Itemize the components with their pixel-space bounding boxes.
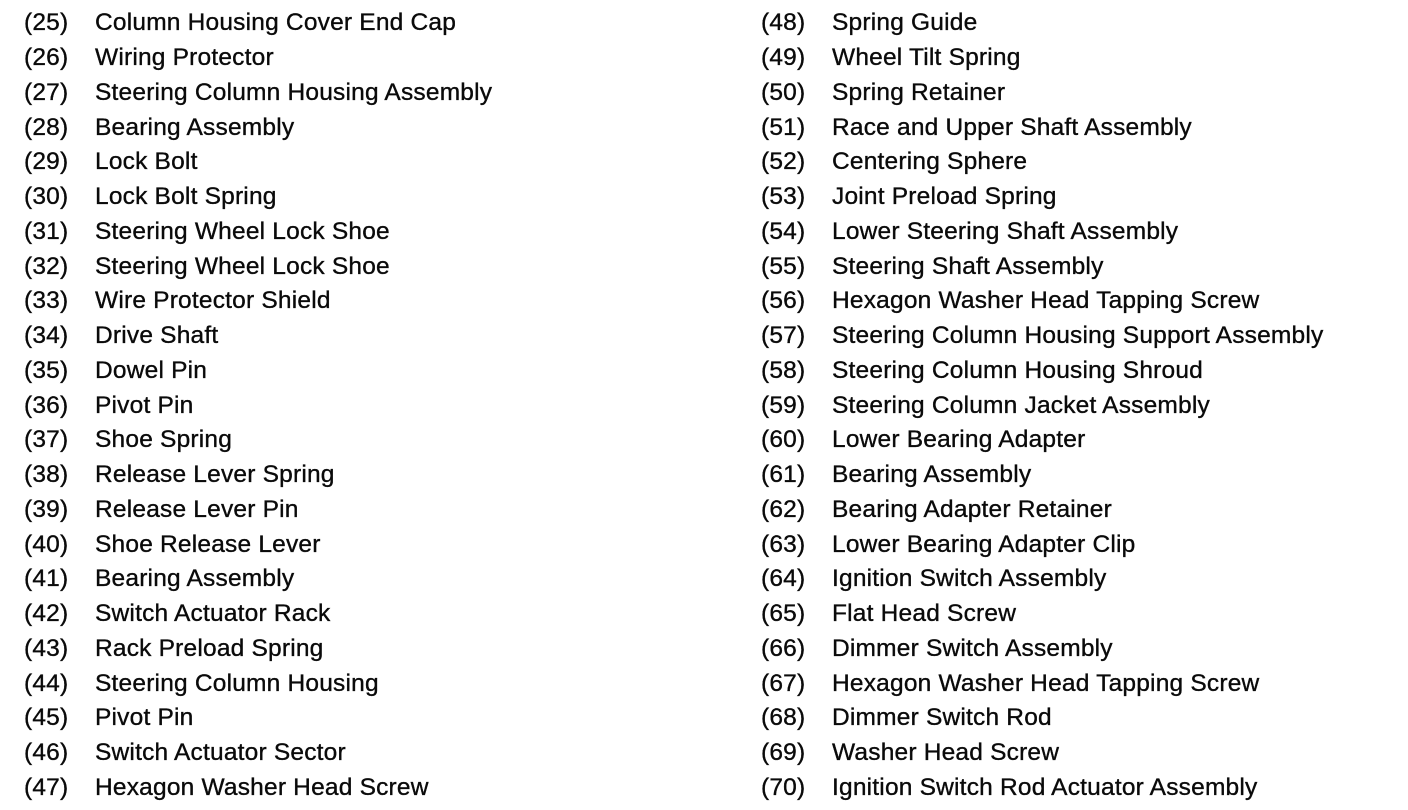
part-name: Steering Column Jacket Assembly bbox=[832, 391, 1210, 419]
part-name: Steering Column Housing Assembly bbox=[95, 78, 493, 106]
part-number: (65) bbox=[761, 600, 806, 628]
part-name: Steering Column Housing Support Assembly bbox=[832, 322, 1324, 350]
part-number: (45) bbox=[24, 704, 69, 732]
part-number: (70) bbox=[761, 773, 806, 801]
part-name: Rack Preload Spring bbox=[95, 634, 324, 662]
part-entry bbox=[24, 319, 492, 354]
part-name: Flat Head Screw bbox=[832, 600, 1017, 628]
part-number: (57) bbox=[761, 322, 806, 350]
part-name: Ignition Switch Rod Actuator Assembly bbox=[832, 773, 1258, 801]
part-name: Wheel Tilt Spring bbox=[832, 44, 1021, 72]
part-entry bbox=[761, 493, 1323, 528]
part-name: Steering Wheel Lock Shoe bbox=[95, 217, 390, 245]
part-entry bbox=[24, 562, 492, 597]
part-name: Ignition Switch Assembly bbox=[832, 565, 1107, 593]
part-number: (59) bbox=[761, 391, 806, 419]
part-entry bbox=[761, 6, 1323, 41]
part-entry bbox=[24, 597, 492, 632]
part-name: Spring Retainer bbox=[832, 78, 1006, 106]
part-entry bbox=[24, 180, 492, 215]
part-number: (68) bbox=[761, 704, 806, 732]
part-entry bbox=[24, 701, 492, 736]
part-entry bbox=[24, 666, 492, 701]
part-number: (33) bbox=[24, 287, 69, 315]
part-number: (63) bbox=[761, 530, 806, 558]
part-number: (34) bbox=[24, 322, 69, 350]
part-number: (54) bbox=[761, 217, 806, 245]
part-entry bbox=[761, 666, 1323, 701]
part-name: Steering Wheel Lock Shoe bbox=[95, 252, 390, 280]
part-entry bbox=[761, 527, 1323, 562]
part-number: (36) bbox=[24, 391, 69, 419]
part-number: (40) bbox=[24, 530, 69, 558]
part-number: (37) bbox=[24, 426, 69, 454]
part-entry bbox=[761, 319, 1323, 354]
part-entry bbox=[24, 736, 492, 771]
part-entry bbox=[24, 249, 492, 284]
part-entry bbox=[761, 736, 1323, 771]
part-number: (56) bbox=[761, 287, 806, 315]
part-number: (32) bbox=[24, 252, 69, 280]
part-entry bbox=[24, 423, 492, 458]
part-name: Lower Bearing Adapter Clip bbox=[832, 530, 1136, 558]
part-number: (25) bbox=[24, 9, 69, 37]
part-name: Lock Bolt bbox=[95, 148, 198, 176]
part-number: (51) bbox=[761, 113, 806, 141]
part-entry bbox=[24, 76, 492, 111]
part-entry bbox=[24, 458, 492, 493]
part-entry bbox=[24, 527, 492, 562]
part-number: (55) bbox=[761, 252, 806, 280]
part-entry bbox=[761, 180, 1323, 215]
part-name: Wiring Protector bbox=[95, 44, 274, 72]
part-name: Dowel Pin bbox=[95, 356, 208, 384]
part-name: Lower Bearing Adapter bbox=[832, 426, 1086, 454]
part-entry bbox=[24, 354, 492, 389]
part-entry bbox=[24, 632, 492, 667]
part-number: (52) bbox=[761, 148, 806, 176]
part-entry bbox=[761, 632, 1323, 667]
part-name: Shoe Spring bbox=[95, 426, 233, 454]
part-entry bbox=[761, 771, 1323, 806]
part-number: (61) bbox=[761, 461, 806, 489]
part-name: Steering Column Housing bbox=[95, 669, 379, 697]
part-name: Bearing Assembly bbox=[95, 113, 295, 141]
part-name: Steering Column Housing Shroud bbox=[832, 356, 1203, 384]
part-number: (49) bbox=[761, 44, 806, 72]
part-name: Bearing Assembly bbox=[95, 565, 295, 593]
part-name: Bearing Assembly bbox=[832, 461, 1032, 489]
part-name: Pivot Pin bbox=[95, 704, 194, 732]
parts-list-left bbox=[24, 6, 492, 805]
part-name: Lock Bolt Spring bbox=[95, 183, 277, 211]
part-name: Hexagon Washer Head Screw bbox=[95, 773, 429, 801]
part-number: (69) bbox=[761, 739, 806, 767]
part-number: (39) bbox=[24, 495, 69, 523]
part-name: Switch Actuator Sector bbox=[95, 739, 346, 767]
part-entry bbox=[24, 771, 492, 806]
part-number: (46) bbox=[24, 739, 69, 767]
part-entry bbox=[761, 249, 1323, 284]
part-number: (62) bbox=[761, 495, 806, 523]
part-entry bbox=[24, 6, 492, 41]
part-name: Dimmer Switch Rod bbox=[832, 704, 1052, 732]
part-entry bbox=[761, 597, 1323, 632]
part-number: (66) bbox=[761, 634, 806, 662]
part-entry bbox=[761, 458, 1323, 493]
part-number: (35) bbox=[24, 356, 69, 384]
part-name: Release Lever Pin bbox=[95, 495, 299, 523]
part-entry bbox=[761, 423, 1323, 458]
part-entry bbox=[761, 388, 1323, 423]
part-entry bbox=[761, 701, 1323, 736]
part-number: (43) bbox=[24, 634, 69, 662]
part-name: Centering Sphere bbox=[832, 148, 1028, 176]
part-name: Shoe Release Lever bbox=[95, 530, 321, 558]
part-entry bbox=[761, 76, 1323, 111]
part-entry bbox=[761, 215, 1323, 250]
part-name: Dimmer Switch Assembly bbox=[832, 634, 1113, 662]
part-number: (67) bbox=[761, 669, 806, 697]
part-entry bbox=[24, 493, 492, 528]
parts-list-right bbox=[761, 6, 1323, 805]
part-number: (42) bbox=[24, 600, 69, 628]
part-name: Pivot Pin bbox=[95, 391, 194, 419]
part-number: (53) bbox=[761, 183, 806, 211]
part-name: Switch Actuator Rack bbox=[95, 600, 331, 628]
part-number: (38) bbox=[24, 461, 69, 489]
part-entry bbox=[761, 41, 1323, 76]
part-entry bbox=[24, 41, 492, 76]
part-entry bbox=[761, 110, 1323, 145]
part-name: Steering Shaft Assembly bbox=[832, 252, 1104, 280]
part-number: (41) bbox=[24, 565, 69, 593]
part-name: Spring Guide bbox=[832, 9, 978, 37]
part-entry bbox=[761, 354, 1323, 389]
part-name: Race and Upper Shaft Assembly bbox=[832, 113, 1192, 141]
part-name: Hexagon Washer Head Tapping Screw bbox=[832, 669, 1260, 697]
part-number: (48) bbox=[761, 9, 806, 37]
part-number: (64) bbox=[761, 565, 806, 593]
part-name: Lower Steering Shaft Assembly bbox=[832, 217, 1179, 245]
part-entry bbox=[761, 145, 1323, 180]
part-name: Washer Head Screw bbox=[832, 739, 1060, 767]
part-entry bbox=[761, 562, 1323, 597]
part-entry bbox=[761, 284, 1323, 319]
part-name: Joint Preload Spring bbox=[832, 183, 1057, 211]
part-number: (50) bbox=[761, 78, 806, 106]
part-entry bbox=[24, 110, 492, 145]
part-number: (31) bbox=[24, 217, 69, 245]
part-number: (29) bbox=[24, 148, 69, 176]
part-entry bbox=[24, 215, 492, 250]
part-name: Release Lever Spring bbox=[95, 461, 335, 489]
part-entry bbox=[24, 388, 492, 423]
part-name: Wire Protector Shield bbox=[95, 287, 331, 315]
part-number: (28) bbox=[24, 113, 69, 141]
part-name: Bearing Adapter Retainer bbox=[832, 495, 1112, 523]
part-entry bbox=[24, 284, 492, 319]
part-number: (60) bbox=[761, 426, 806, 454]
part-number: (47) bbox=[24, 773, 69, 801]
part-number: (27) bbox=[24, 78, 69, 106]
part-name: Column Housing Cover End Cap bbox=[95, 9, 457, 37]
part-name: Hexagon Washer Head Tapping Screw bbox=[832, 287, 1260, 315]
part-number: (26) bbox=[24, 44, 69, 72]
part-number: (30) bbox=[24, 183, 69, 211]
part-number: (58) bbox=[761, 356, 806, 384]
part-number: (44) bbox=[24, 669, 69, 697]
part-entry bbox=[24, 145, 492, 180]
part-name: Drive Shaft bbox=[95, 322, 219, 350]
